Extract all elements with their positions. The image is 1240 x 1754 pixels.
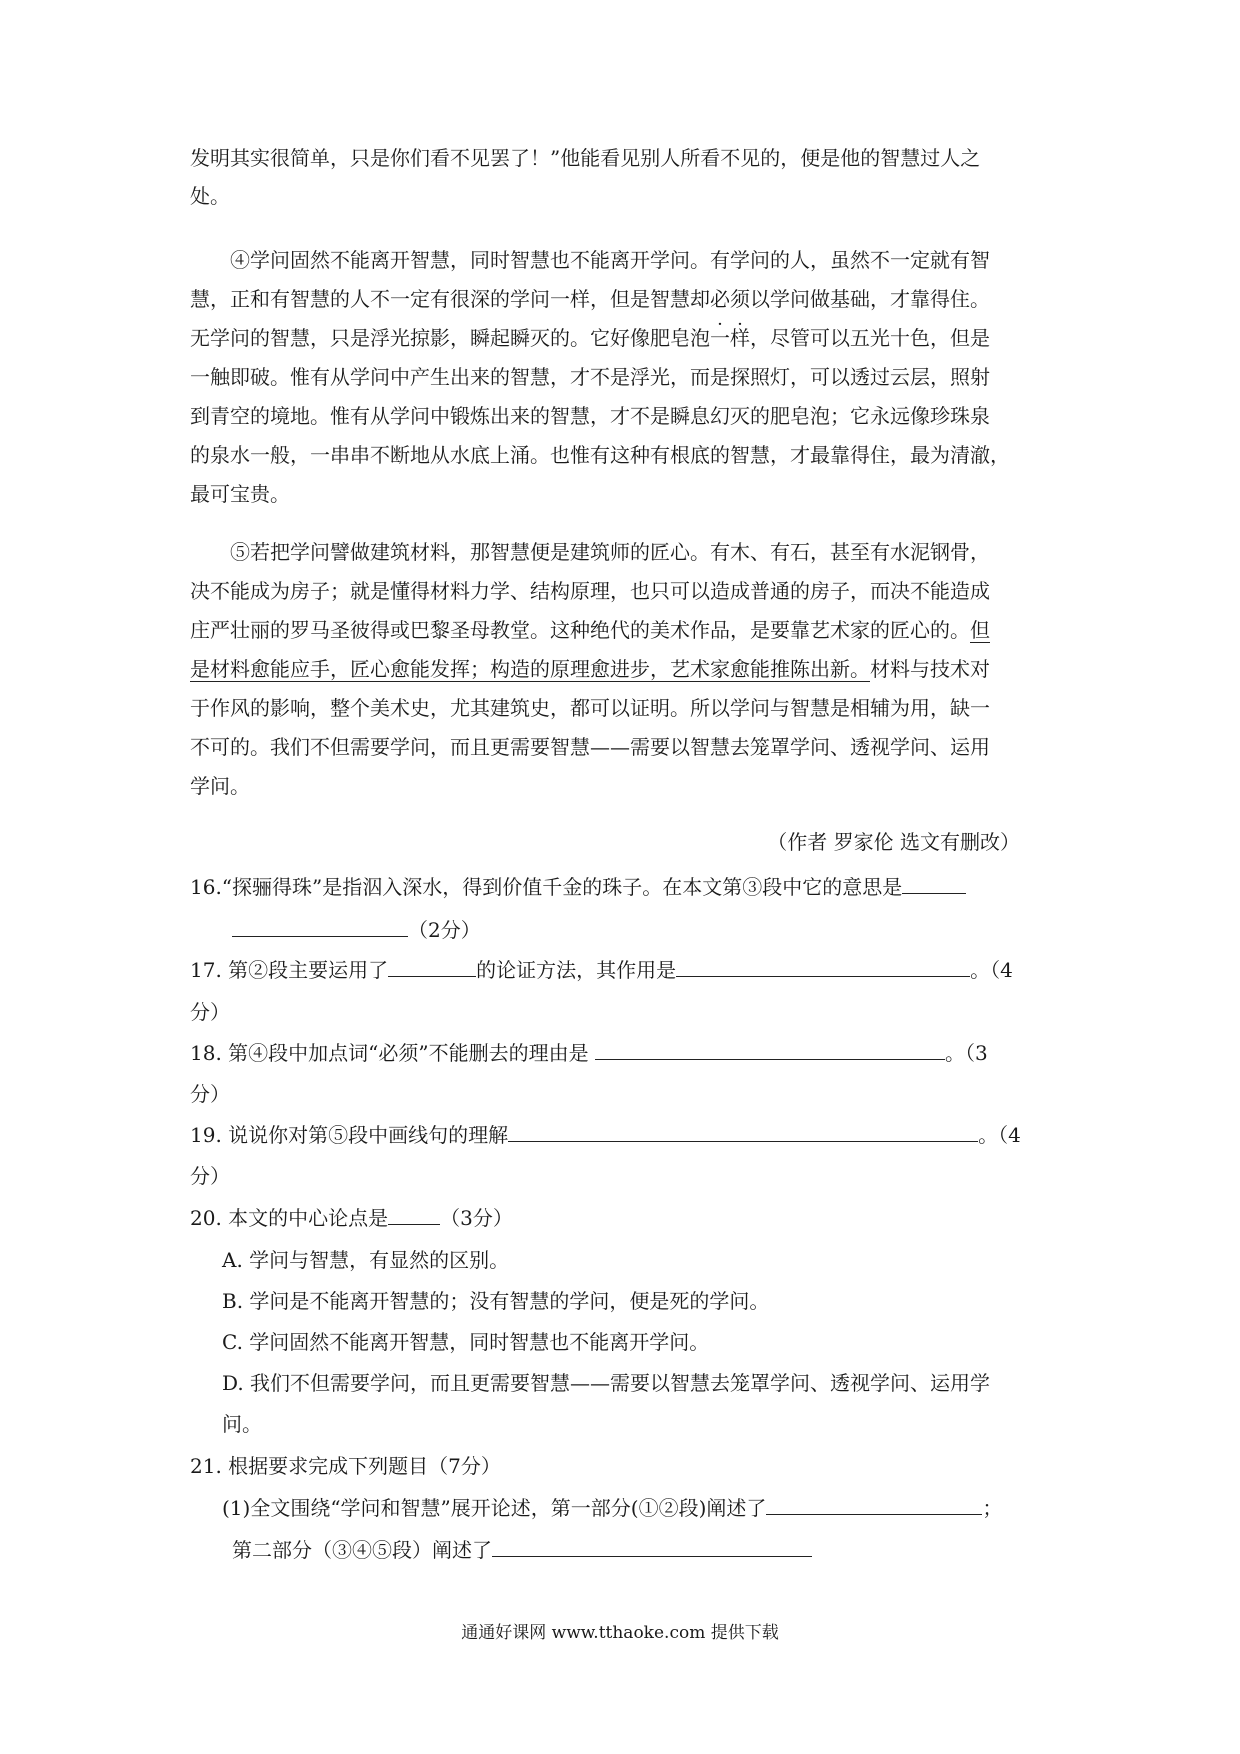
paragraph-5-line bbox=[190, 649, 1060, 689]
question-16-cont bbox=[232, 910, 1102, 950]
answer-blank[interactable] bbox=[388, 1202, 440, 1225]
text: 发明其实很简单，只是你们看不见罢了！”他能看见别人所看不见的，便是他的智慧过人之 bbox=[190, 146, 981, 170]
answer-blank[interactable] bbox=[508, 1119, 978, 1142]
question-19-cont bbox=[190, 1156, 1060, 1196]
text: B. 学问是不能离开智慧的；没有智慧的学问，便是死的学问。 bbox=[222, 1289, 770, 1313]
text: 以学问做基础，才靠得住。 bbox=[750, 287, 990, 311]
text: 到青空的境地。惟有从学问中锻炼出来的智慧，才不是瞬息幻灭的肥皂泡；它永远像珍珠泉 bbox=[190, 404, 990, 428]
text: 21. 根据要求完成下列题目（7分） bbox=[190, 1454, 501, 1478]
text: ； bbox=[982, 1496, 1003, 1520]
text: C. 学问固然不能离开智慧，同时智慧也不能离开学问。 bbox=[222, 1330, 710, 1354]
passage-line bbox=[190, 138, 1060, 178]
question-21-part-1-cont bbox=[232, 1530, 1102, 1570]
text: 。（3 bbox=[944, 1041, 988, 1065]
score: （2分） bbox=[408, 918, 481, 942]
paragraph-4-line bbox=[230, 240, 1100, 280]
text: 分） bbox=[190, 1082, 230, 1106]
question-20 bbox=[190, 1198, 1060, 1238]
option-b[interactable] bbox=[222, 1281, 1092, 1321]
text: 。（4 bbox=[978, 1123, 1021, 1147]
text: 问。 bbox=[222, 1412, 262, 1436]
text: 最可宝贵。 bbox=[190, 482, 290, 506]
text: 分） bbox=[190, 1164, 230, 1188]
text: 于作风的影响，整个美术史，尤其建筑史，都可以证明。所以学问与智慧是相辅为用，缺一 bbox=[190, 696, 990, 720]
text: 学问。 bbox=[190, 774, 250, 798]
question-19 bbox=[190, 1115, 1060, 1155]
paragraph-5-line bbox=[190, 766, 1060, 806]
question-16 bbox=[190, 867, 1060, 907]
answer-blank[interactable] bbox=[492, 1534, 812, 1557]
question-21 bbox=[190, 1446, 1060, 1486]
text: 庄严壮丽的罗马圣彼得或巴黎圣母教堂。这种绝代的美术作品，是要靠艺术家的匠心的。 bbox=[190, 618, 970, 642]
paragraph-5-line bbox=[230, 532, 1100, 572]
option-a[interactable] bbox=[222, 1240, 1092, 1280]
text: 19. 说说你对第⑤段中画线句的理解 bbox=[190, 1123, 509, 1147]
dotted-char: 必 bbox=[710, 287, 730, 311]
answer-blank[interactable] bbox=[232, 914, 408, 937]
answer-blank[interactable] bbox=[388, 954, 476, 977]
underlined-sentence: 但 bbox=[970, 618, 990, 642]
paragraph-4-line bbox=[190, 318, 1060, 358]
text: 17. 第②段主要运用了 bbox=[190, 958, 389, 982]
question-18 bbox=[190, 1033, 1060, 1073]
text: (1)全文围绕“学问和智慧”展开论述，第一部分(①②段)阐述了 bbox=[222, 1496, 767, 1520]
option-d[interactable] bbox=[222, 1363, 1092, 1403]
text: 不可的。我们不但需要学问，而且更需要智慧——需要以智慧去笼罩学问、透视学问、运用 bbox=[190, 735, 990, 759]
text: 一触即破。惟有从学问中产生出来的智慧，才不是浮光，而是探照灯，可以透过云层，照射 bbox=[190, 365, 990, 389]
text: A. 学问与智慧，有显然的区别。 bbox=[222, 1248, 510, 1272]
paragraph-5-line bbox=[190, 727, 1060, 767]
paragraph-4-line bbox=[190, 474, 1060, 514]
footer-credit: 通通好课网 www.tthaoke.com 提供下载 bbox=[461, 1623, 779, 1643]
text: 的论证方法，其作用是 bbox=[476, 958, 677, 982]
question-21-part-1 bbox=[222, 1488, 1092, 1528]
text: 决不能成为房子；就是懂得材料力学、结构原理，也只可以造成普通的房子，而决不能造成 bbox=[190, 579, 990, 603]
paragraph-5-line bbox=[190, 688, 1060, 728]
option-c[interactable] bbox=[222, 1322, 1092, 1362]
paragraph-4-line bbox=[190, 435, 1060, 475]
text: 。（4 bbox=[970, 958, 1013, 982]
text: 分） bbox=[190, 1000, 230, 1024]
answer-blank[interactable] bbox=[902, 871, 966, 894]
text: 第二部分（③④⑤段）阐述了 bbox=[232, 1538, 492, 1562]
option-d-cont bbox=[222, 1404, 1092, 1444]
text: 慧，正和有智慧的人不一定有很深的学问一样，但是智慧却 bbox=[190, 287, 710, 311]
text: ④学问固然不能离开智慧，同时智慧也不能离开学问。有学问的人，虽然不一定就有智 bbox=[230, 248, 990, 272]
text: D. 我们不但需要学问，而且更需要智慧——需要以智慧去笼罩学问、透视学问、运用学 bbox=[222, 1371, 991, 1395]
text: 16.“探骊得珠”是指泅入深水，得到价值千金的珠子。在本文第③段中它的意思是 bbox=[190, 875, 903, 899]
dotted-char: 须 bbox=[730, 287, 750, 311]
author-credit: （作者 罗家伦 选文有删改） bbox=[767, 830, 1020, 854]
paragraph-4-line bbox=[190, 357, 1060, 397]
text: 处。 bbox=[190, 184, 230, 208]
underlined-sentence: 是材料愈能应手，匠心愈能发挥；构造的原理愈进步，艺术家愈能推陈出新。 bbox=[190, 657, 870, 681]
text: 18. 第④段中加点词“必须”不能删去的理由是 bbox=[190, 1041, 589, 1065]
text: （3分） bbox=[440, 1206, 513, 1230]
question-18-cont bbox=[190, 1074, 1060, 1114]
answer-blank[interactable] bbox=[676, 954, 970, 977]
paragraph-5-line bbox=[190, 571, 1060, 611]
text: ⑤若把学问譬做建筑材料，那智慧便是建筑师的匠心。有木、有石，甚至有水泥钢骨， bbox=[230, 540, 990, 564]
answer-blank[interactable] bbox=[595, 1037, 945, 1060]
paragraph-4-line bbox=[190, 279, 1060, 319]
answer-blank[interactable] bbox=[766, 1492, 982, 1515]
text: 20. 本文的中心论点是 bbox=[190, 1206, 389, 1230]
question-17 bbox=[190, 950, 1060, 990]
text: 的泉水一般，一串串不断地从水底上涌。也惟有这种有根底的智慧，才最靠得住，最为清澈， bbox=[190, 443, 1010, 467]
paragraph-4-line bbox=[190, 396, 1060, 436]
paragraph-5-line bbox=[190, 610, 1060, 650]
question-17-cont bbox=[190, 992, 1060, 1032]
passage-line bbox=[190, 176, 1060, 216]
text: 材料与技术对 bbox=[870, 657, 990, 681]
text: 无学问的智慧，只是浮光掠影，瞬起瞬灭的。它好像肥皂泡一样，尽管可以五光十色，但是 bbox=[190, 326, 990, 350]
